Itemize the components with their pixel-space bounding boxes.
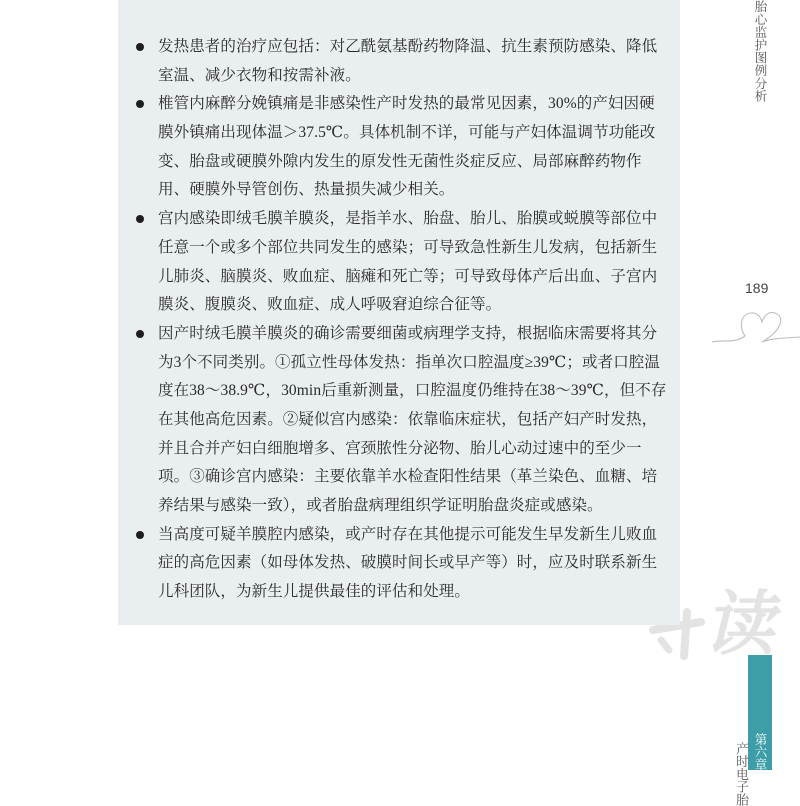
bullet-item — [158, 521, 658, 607]
text-line: 膜炎、腹膜炎、败血症、成人呼吸窘迫综合征等。 — [158, 296, 502, 314]
bullet-item — [158, 33, 658, 90]
text-line: 任意一个或多个部位共同发生的感染；可导致急性新生儿发病，包括新生 — [158, 238, 658, 256]
bullet-dot — [136, 43, 144, 51]
bullet-dot — [136, 330, 144, 338]
bullet-dot — [136, 531, 144, 539]
text-line: 症的高危因素（如母体发热、破膜时间长或早产等）时，应及时联系新生 — [158, 554, 658, 572]
bullet-item — [158, 205, 658, 320]
text-line: 为3个不同类别。①孤立性母体发热：指单次口腔温度≥39℃；或者口腔温 — [158, 353, 660, 371]
bullet-item — [158, 90, 658, 205]
chapter-title: 产时电子胎 — [734, 742, 748, 806]
text-line: 宫内感染即绒毛膜羊膜炎，是指羊水、胎盘、胎儿、胎膜或蜕膜等部位中 — [158, 210, 658, 228]
bullet-list — [158, 33, 667, 607]
chapter-label: 第六章 — [753, 733, 767, 771]
text-line: 当高度可疑羊膜腔内感染，或产时存在其他提示可能发生早发新生儿败血 — [158, 525, 658, 543]
text-line: 度在38～38.9℃，30min后重新测量，口腔温度仍维持在38～39℃，但不存 — [158, 382, 667, 400]
text-line: 并且合并产妇白细胞增多、宫颈脓性分泌物、胎儿心动过速中的至少一 — [158, 439, 642, 457]
heart-line-icon — [700, 300, 800, 355]
bullet-item — [158, 320, 667, 521]
running-header: 胎心监护图例分析 — [753, 0, 767, 103]
text-line: 在其他高危因素。②疑似宫内感染：依靠临床症状，包括产妇产时发热， — [158, 410, 658, 428]
text-line: 发热患者的治疗应包括：对乙酰氨基酚药物降温、抗生素预防感染、降低 — [158, 38, 658, 55]
watermark-text: 读 — [704, 587, 774, 664]
text-line: 因产时绒毛膜羊膜炎的确诊需要细菌或病理学支持，根据临床需要将其分 — [158, 324, 658, 342]
text-line: 膜外镇痛出现体温＞37.5℃。具体机制不详，可能与产妇体温调节功能改 — [158, 124, 656, 142]
text-line: 用、硬膜外导管创伤、热量损失减少相关。 — [158, 181, 455, 199]
text-line: 儿肺炎、脑膜炎、败血症、脑瘫和死亡等；可导致母体产后出血、子宫内 — [158, 267, 658, 285]
text-line: 养结果与感染一致），或者胎盘病理组织学证明胎盘炎症或感染。 — [158, 497, 603, 514]
page-number: 189 — [745, 280, 769, 296]
text-line: 室温、减少衣物和按需补液。 — [158, 66, 361, 84]
text-line: 儿科团队，为新生儿提供最佳的评估和处理。 — [158, 583, 471, 601]
text-line: 项。③确诊宫内感染：主要依靠羊水检查阳性结果（革兰染色、血糖、培 — [158, 468, 658, 486]
text-line: 椎管内麻醉分娩镇痛是非感染性产时发热的最常见因素，30%的产妇因硬 — [158, 95, 655, 113]
text-line: 变、胎盘或硬膜外隙内发生的原发性无菌性炎症反应、局部麻醉药物作 — [158, 152, 642, 170]
